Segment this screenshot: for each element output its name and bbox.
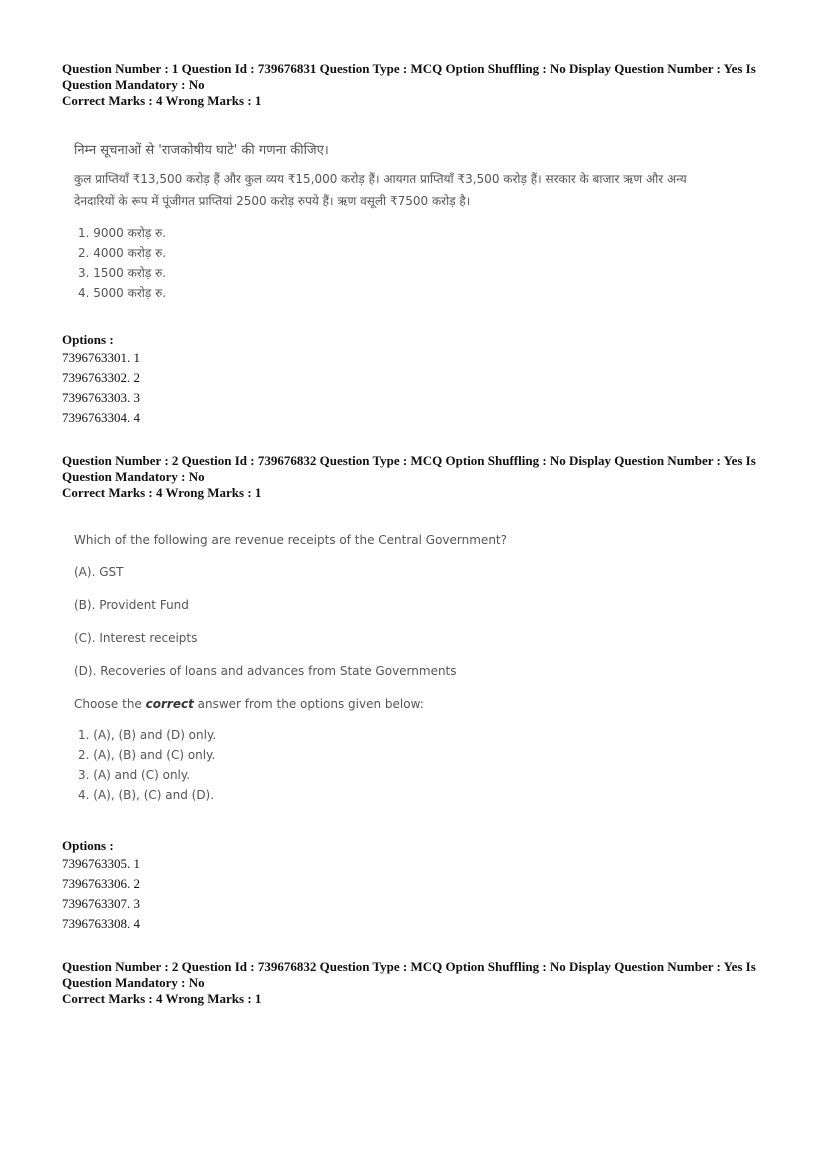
question-marks: Correct Marks : 4 Wrong Marks : 1 — [62, 93, 262, 108]
option-item: 7396763307. 3 — [62, 896, 140, 911]
instruction-emphasis: correct — [145, 697, 194, 711]
option-item: 7396763301. 1 — [62, 350, 140, 365]
option-item: 7396763304. 4 — [62, 410, 140, 425]
choice-list — [74, 725, 774, 805]
question-marks: Correct Marks : 4 Wrong Marks : 1 — [62, 485, 262, 500]
choice-item: 1. (A), (B) and (D) only. — [78, 728, 217, 742]
question-2-options — [62, 837, 782, 934]
option-item: 7396763306. 2 — [62, 876, 140, 891]
choice-item: 4. (A), (B), (C) and (D). — [78, 788, 215, 802]
question-mandatory: Question Mandatory : No — [62, 975, 205, 990]
option-item: 7396763305. 1 — [62, 856, 140, 871]
question-1-body — [74, 140, 774, 303]
answer-instruction — [74, 697, 774, 711]
question-1-header — [62, 61, 782, 109]
instruction-pre: Choose the — [74, 697, 146, 711]
question-2-body — [74, 533, 774, 805]
question-paragraph-line: देनदारियों के रूप में पूंजीगत प्राप्तियां 2500 करोड़ रुपये हैं। ऋण वसूली ₹7500 करोड़ है। — [74, 194, 471, 208]
statement-item: (C). Interest receipts — [74, 631, 198, 645]
choice-item: 2. 4000 करोड़ रु. — [78, 246, 167, 260]
option-item: 7396763302. 2 — [62, 370, 140, 385]
choice-item: 3. (A) and (C) only. — [78, 768, 191, 782]
statement-item: (D). Recoveries of loans and advances from State Governments — [74, 664, 457, 678]
question-prompt: Which of the following are revenue receipts of the Central Government? — [74, 533, 507, 547]
options-label: Options : — [62, 838, 114, 853]
question-meta-line: Question Number : 2 Question Id : 739676832 Question Type : MCQ Option Shuffling : No Display Question Number : Yes Is — [62, 959, 756, 974]
question-2-header — [62, 453, 782, 501]
question-1-options — [62, 331, 782, 428]
options-label: Options : — [62, 332, 114, 347]
statement-item: (A). GST — [74, 565, 124, 579]
option-item: 7396763308. 4 — [62, 916, 140, 931]
choice-item: 2. (A), (B) and (C) only. — [78, 748, 216, 762]
question-3-header — [62, 959, 782, 1007]
choice-item: 1. 9000 करोड़ रु. — [78, 226, 167, 240]
question-prompt: निम्न सूचनाओं से 'राजकोषीय घाटे' की गणना कीजिए। — [74, 143, 329, 158]
question-marks: Correct Marks : 4 Wrong Marks : 1 — [62, 991, 262, 1006]
instruction-post: answer from the options given below: — [193, 697, 424, 711]
statement-item: (B). Provident Fund — [74, 598, 189, 612]
choice-item: 3. 1500 करोड़ रु. — [78, 266, 167, 280]
option-item: 7396763303. 3 — [62, 390, 140, 405]
question-paragraph-line: कुल प्राप्तियाँ ₹13,500 करोड़ हैं और कुल व्यय ₹15,000 करोड़ हैं। आयगत प्राप्तियाँ ₹3,500 करोड़ हैं। सरकार के बाजार ऋण और अन्य — [74, 172, 687, 186]
choice-list — [74, 223, 774, 303]
question-mandatory: Question Mandatory : No — [62, 77, 205, 92]
choice-item: 4. 5000 करोड़ रु. — [78, 286, 167, 300]
question-meta-line: Question Number : 2 Question Id : 739676832 Question Type : MCQ Option Shuffling : No Display Question Number : Yes Is — [62, 453, 756, 468]
question-meta-line: Question Number : 1 Question Id : 739676831 Question Type : MCQ Option Shuffling : No Display Question Number : Yes Is — [62, 61, 756, 76]
question-mandatory: Question Mandatory : No — [62, 469, 205, 484]
